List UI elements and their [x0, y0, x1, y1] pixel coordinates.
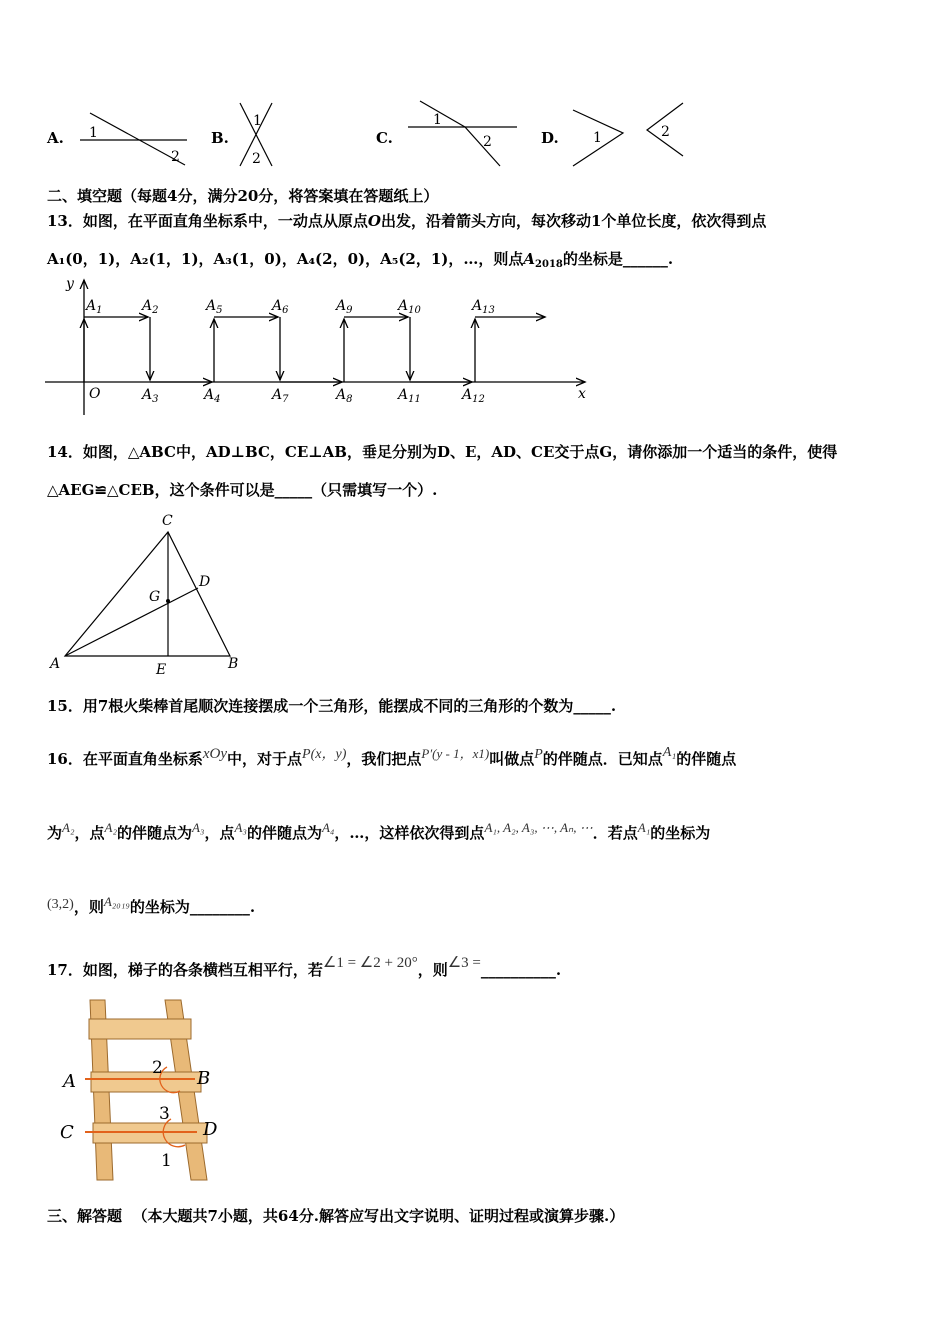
q16-r2-8: 的坐标为 [650, 824, 711, 842]
q13-label-a4: $A_4$ [204, 387, 221, 405]
q13-label-a12: $A_{12}$ [462, 387, 485, 405]
q16-p-symbol: P [534, 747, 543, 762]
q17-label-a: A [63, 1071, 76, 1092]
q13-line-2a: A₁(0，1)，A₂(1，1)，A₃(1，0)，A₄(2，0)，A₅(2，1)，…，则点 [47, 250, 524, 268]
q14-label-g: G [149, 589, 161, 605]
option-d-angle-1: 1 [593, 130, 602, 146]
section-3-note: （本大题共7小题，共64分.解答应写出文字说明、证明过程或演算步骤.） [132, 1207, 625, 1225]
option-b-label: B. [211, 129, 229, 147]
q13-origin: O [367, 212, 381, 230]
q16-xoy: xOy [202, 746, 228, 762]
q13-line-2b: 的坐标是______. [562, 250, 674, 268]
q17-equation: ∠1 = ∠2 + 20° [322, 955, 418, 971]
option-d-angle-2: 2 [661, 124, 670, 140]
q16-r2-4: ，点 [204, 824, 235, 842]
q16-point-p: P(x，y) [302, 747, 347, 762]
q16-r2-5: 的伴随点为 [246, 824, 322, 842]
q17-label-b: B [197, 1068, 211, 1089]
q16-p4: 叫做点 [489, 750, 535, 768]
option-a-angle-1: 1 [89, 125, 98, 141]
q14-label-c: C [162, 513, 173, 529]
option-c-angle-2: 2 [483, 134, 492, 150]
q17-angle-3: ∠3 = [447, 955, 481, 971]
option-c-angle-1: 1 [433, 112, 442, 128]
q14-label-b: B [228, 656, 239, 672]
q14-label-e: E [156, 662, 167, 678]
q17-p1: 17．如图，梯子的各条横档互相平行，若 [47, 961, 323, 979]
q13-label-a2: $A_2$ [142, 298, 159, 316]
q16-a2b: A₂ [104, 820, 117, 835]
q16-a3: A₃ [191, 820, 205, 835]
option-d-figure [565, 98, 695, 170]
q16-line-2 [47, 813, 710, 843]
option-a-figure [75, 105, 195, 170]
q17-p2: ，则 [417, 961, 448, 979]
q16-sequence: A₁, A₂, A₃, ⋯, Aₙ, ⋯ [484, 820, 593, 835]
q16-r2-3: 的伴随点为 [116, 824, 192, 842]
q15-text: 15．用7根火柴棒首尾顺次连接摆成一个三角形，能摆成不同的三角形的个数为_____. [47, 697, 617, 715]
q17-angle-label-2: 2 [152, 1058, 163, 1078]
q16-a1b: A₁ [637, 820, 651, 835]
option-c-figure [405, 98, 525, 170]
option-b-angle-2: 2 [252, 151, 261, 167]
q16-coord: (3,2) [47, 897, 74, 912]
q14-line-2: △AEG≌△CEB，这个条件可以是_____（只需填写一个）. [47, 481, 438, 499]
q17-label-c: C [60, 1122, 74, 1143]
q13-label-a5: $A_5$ [206, 298, 223, 316]
q13-label-a9: $A_9$ [336, 298, 353, 316]
q13-figure [40, 272, 600, 417]
option-d-label: D. [541, 129, 559, 147]
q13-label-a13: $A_{13}$ [472, 298, 495, 316]
option-b-figure [232, 100, 282, 170]
q16-point-p-prime: P′(y - 1，x1) [421, 746, 490, 761]
q14-figure [45, 508, 250, 678]
q16-r2-2: ，点 [74, 824, 105, 842]
option-a-label: A. [47, 129, 64, 147]
q13-line-1b: 出发，沿着箭头方向，每次移动1个单位长度，依次得到点 [380, 212, 767, 230]
q13-label-a10: $A_{10}$ [398, 298, 421, 316]
q13-x-axis-label: x [578, 386, 586, 402]
option-a-angle-2: 2 [171, 149, 180, 165]
q17-p3: __________. [480, 961, 562, 979]
q13-a2018: A [523, 250, 536, 268]
q16-p3: ，我们把点 [346, 750, 422, 768]
q16-a2019: A₂₀₁₉ [103, 894, 130, 909]
q16-a2: A₂ [62, 820, 75, 835]
q17-label-d: D [203, 1119, 218, 1140]
q16-r2-6: ，…，这样依次得到点 [334, 824, 485, 842]
q16-r3-2: 的坐标为________. [129, 898, 256, 916]
q16-r2-7: ．若点 [592, 824, 638, 842]
q16-p5: 的伴随点．已知点 [542, 750, 663, 768]
q16-p6: 的伴随点 [676, 750, 737, 768]
q16-r3-1: ，则 [73, 898, 104, 916]
q16-p1: 16．在平面直角坐标系 [47, 750, 203, 768]
q13-line-1 [47, 211, 766, 231]
q16-a1: A₁ [662, 745, 677, 760]
q13-label-a6: $A_6$ [272, 298, 289, 316]
q13-label-a11: $A_{11}$ [398, 387, 421, 405]
q13-label-a1: $A_1$ [86, 298, 103, 316]
q13-label-a7: $A_7$ [272, 387, 289, 405]
section-3-heading: 三、解答题 [47, 1207, 123, 1225]
q14-line-1: 14．如图，△ABC中，AD⊥BC，CE⊥AB，垂足分别为D、E，AD、CE交于点G，请你添加一个适当的条件，使得 [47, 443, 838, 461]
q16-line-1 [47, 738, 736, 768]
q16-a3b: A₃ [234, 820, 247, 835]
q17-ladder-figure [55, 995, 235, 1185]
option-b-angle-1: 1 [253, 113, 262, 129]
q14-label-a: A [50, 656, 61, 672]
q13-line-1a: 13．如图，在平面直角坐标系中，一动点从原点 [47, 212, 368, 230]
q16-line-3 [47, 887, 255, 917]
option-c-label: C. [376, 129, 393, 147]
q13-label-a8: $A_8$ [336, 387, 353, 405]
q13-origin-label: O [89, 386, 101, 402]
q16-r2-1: 为 [47, 824, 63, 842]
section-3-title [47, 1206, 624, 1226]
q17-line [47, 948, 561, 978]
q16-p2: 中，对于点 [227, 750, 303, 768]
q13-y-axis-label: y [66, 276, 74, 292]
q13-label-a3: $A_3$ [142, 387, 159, 405]
q13-a2018-sub: 2018 [535, 259, 563, 270]
section-2-title: 二、填空题（每题4分，满分20分，将答案填在答题纸上） [47, 187, 439, 205]
q17-angle-label-3: 3 [159, 1104, 170, 1124]
q17-angle-label-1: 1 [161, 1151, 172, 1171]
q16-a4: A₄ [321, 820, 335, 835]
q14-label-d: D [199, 574, 211, 590]
